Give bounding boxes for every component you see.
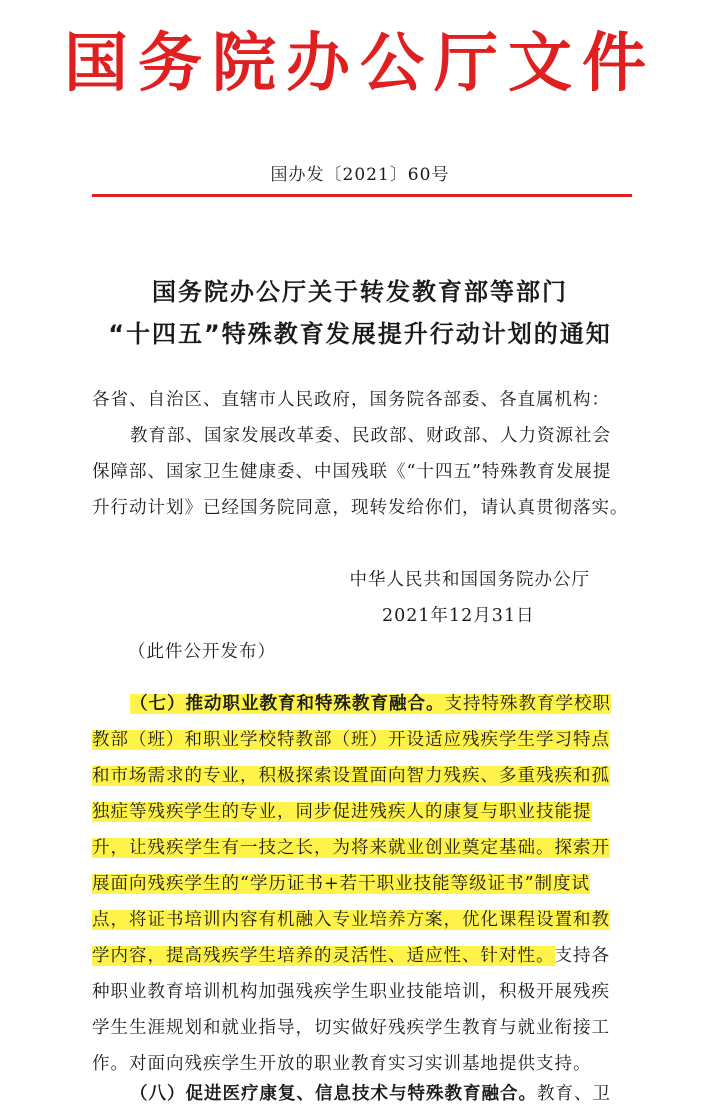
highlighted-line	[92, 866, 640, 902]
highlighted-text: 和市场需求的专业，积极探索设置面向智力残疾、多重残疾和孤	[92, 766, 610, 786]
plain-line: 种职业教育培训机构加强残疾学生职业技能培训，积极开展残疾	[92, 982, 610, 1002]
section-8	[92, 1076, 640, 1112]
highlighted-line	[92, 902, 640, 938]
notice-body	[92, 382, 640, 526]
highlighted-text: 展面向残疾学生的“学历证书+若干职业技能等级证书”制度试	[92, 874, 591, 894]
body-line: 保障部、国家卫生健康委、中国残联《“十四五”特殊教育发展提	[92, 462, 612, 482]
mixed-line	[92, 938, 640, 974]
highlighted-text: 升，让残疾学生有一技之长，为将来就业创业奠定基础。探索开	[92, 838, 610, 858]
highlighted-line	[92, 794, 640, 830]
notice-title-line-1: 国务院办公厅关于转发教育部等部门	[152, 278, 568, 306]
addressee: 各省、自治区、直辖市人民政府，国务院各部委、各直属机构：	[92, 390, 610, 410]
highlighted-text: 点，将证书培训内容有机融入专业培养方案，优化课程设置和教	[92, 910, 610, 930]
document-header-title: 国务院办公厅文件	[64, 26, 656, 101]
body-line: 升行动计划》已经国务院同意，现转发给你们，请认真贯彻落实。	[92, 498, 629, 518]
section-7-first-line	[92, 686, 640, 722]
highlighted-text: 学内容，提高残疾学生培养的灵活性、适应性、针对性。	[92, 946, 555, 966]
highlighted-line	[92, 758, 640, 794]
section-8-heading: （八）促进医疗康复、信息技术与特殊教育融合。	[130, 1084, 537, 1104]
highlighted-text: 教部（班）和职业学校特教部（班）开设适应残疾学生学习特点	[92, 730, 610, 750]
highlighted-text: 独症等残疾学生的专业，同步促进残疾人的康复与职业技能提	[92, 802, 592, 822]
section-7	[92, 686, 640, 1082]
document-number: 国办发〔2021〕60号	[270, 165, 450, 185]
signature-block	[92, 562, 590, 634]
plain-line: 作。对面向残疾学生开放的职业教育实习实训基地提供支持。	[92, 1054, 592, 1074]
plain-line: 学生生涯规划和就业指导，切实做好残疾学生教育与就业衔接工	[92, 1018, 610, 1038]
publication-note-text: （此件公开发布）	[128, 642, 276, 662]
signature-date: 2021年12月31日	[382, 606, 535, 626]
plain-text: 支持各	[554, 946, 610, 966]
section-8-rest: 教育、卫	[537, 1084, 611, 1104]
body-line: 教育部、国家发展改革委、民政部、财政部、人力资源社会	[130, 426, 611, 446]
signature-issuer: 中华人民共和国国务院办公厅	[349, 570, 590, 590]
section-8-line	[92, 1076, 640, 1112]
highlighted-line	[92, 722, 640, 758]
section-7-heading: （七）推动职业教育和特殊教育融合。	[130, 694, 445, 714]
highlighted-line	[92, 830, 640, 866]
header-divider	[92, 194, 632, 197]
notice-title-line-2: “十四五”特殊教育发展提升行动计划的通知	[108, 320, 612, 348]
publication-note	[128, 634, 676, 670]
section-7-first-rest: 支持特殊教育学校职	[444, 694, 611, 714]
